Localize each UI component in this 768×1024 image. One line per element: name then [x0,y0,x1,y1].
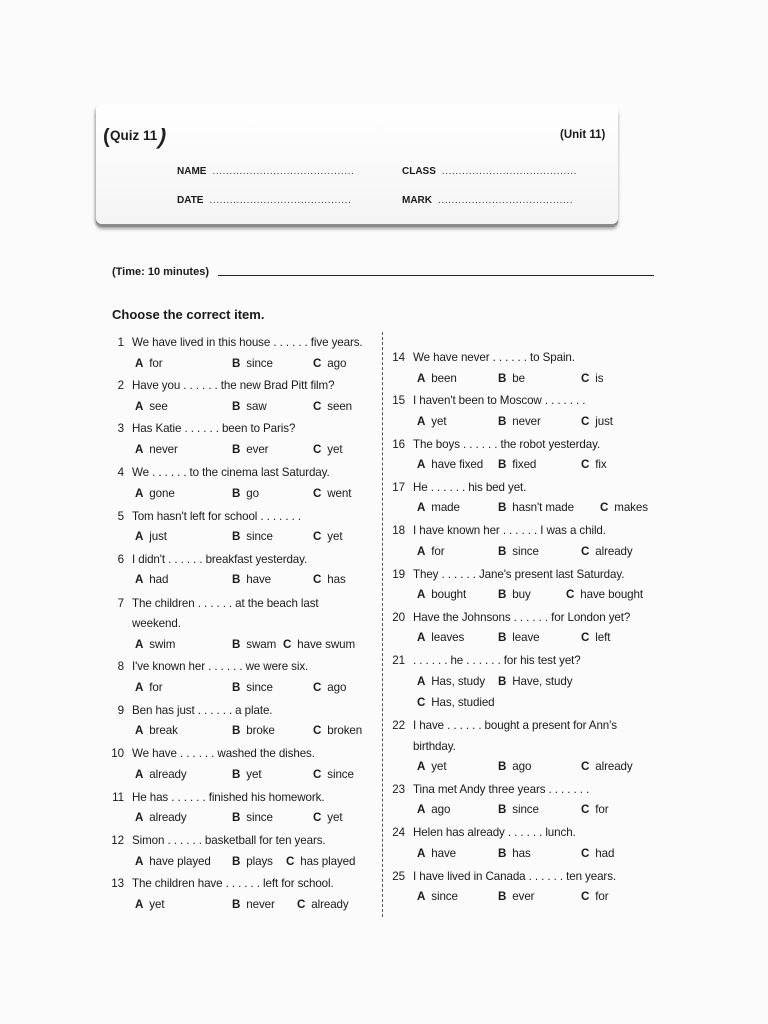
option-letter: A [135,768,144,781]
question-number: 1 [117,336,124,349]
option-c[interactable] [581,458,607,471]
option-text: since [512,545,539,558]
question-stem: Tina met Andy three years . . . . . . . [413,783,590,796]
option-letter: B [498,501,507,514]
option-c[interactable] [313,681,346,694]
option-letter: C [313,768,322,781]
option-letter: A [135,443,144,456]
question-stem: Helen has already . . . . . . lunch. [413,826,576,839]
option-text: Has, study [431,675,486,688]
option-letter: C [581,847,590,860]
option-letter: C [313,400,322,413]
question-stem: We have . . . . . . washed the dishes. [132,747,315,760]
option-text: already [149,768,187,781]
date-field[interactable]: DATE .......................................... [177,195,352,206]
option-letter: B [232,811,241,824]
option-text: go [246,487,259,500]
question-number: 17 [392,481,405,494]
question-stem: Have you . . . . . . the new Brad Pitt film? [132,379,335,392]
option-letter: C [581,631,590,644]
option-letter: A [135,855,144,868]
option-text: for [595,803,609,816]
option-b[interactable] [232,530,273,543]
option-b[interactable] [232,768,261,781]
question-stem: He has . . . . . . finished his homework. [132,791,325,804]
option-text: buy [512,588,531,601]
question-stem: I have . . . . . . bought a present for Ann's [413,719,617,732]
option-letter: A [417,372,426,385]
option-text: have [431,847,457,860]
option-text: for [149,681,163,694]
option-a[interactable] [417,372,457,385]
option-b[interactable] [498,760,531,773]
question-stem: We have never . . . . . . to Spain. [413,351,575,364]
option-text: never [512,415,541,428]
option-text: Has, studied [431,696,495,709]
option-b[interactable] [498,803,539,816]
option-letter: A [135,638,144,651]
question-stem: I have known her . . . . . . I was a child. [413,524,606,537]
option-b[interactable] [498,631,540,644]
question-stem: Ben has just . . . . . . a plate. [132,704,273,717]
option-text: since [246,357,273,370]
option-letter: A [135,400,144,413]
option-letter: C [581,890,590,903]
option-letter: B [498,415,507,428]
option-letter: C [581,803,590,816]
option-text: yet [149,898,165,911]
question-stem: I didn't . . . . . . breakfast yesterday. [132,553,308,566]
option-letter: A [417,415,426,428]
question-stem: We . . . . . . to the cinema last Saturday. [132,466,330,479]
question-number: 13 [111,877,124,890]
question-number: 19 [392,568,405,581]
question-stem-continued: birthday. [413,740,456,753]
option-c[interactable] [581,760,633,773]
question-number: 23 [392,783,405,796]
header-card [96,104,618,224]
option-text: have bought [580,588,644,601]
option-c[interactable] [283,638,355,651]
question-stem: I have lived in Canada . . . . . . ten years. [413,870,617,883]
option-b[interactable] [232,443,268,456]
option-letter: C [581,372,590,385]
option-a[interactable] [135,724,178,737]
option-a[interactable] [135,573,168,586]
option-text: seen [327,400,353,413]
question-number: 9 [117,704,124,717]
option-letter: C [313,530,322,543]
option-letter: A [417,803,426,816]
option-a[interactable] [417,890,458,903]
question-stem: . . . . . . he . . . . . . for his test yet? [413,654,581,667]
option-c[interactable] [313,443,342,456]
option-a[interactable] [135,530,167,543]
option-b[interactable] [232,898,275,911]
option-text: since [431,890,458,903]
name-field[interactable]: NAME .......................................... [177,166,355,177]
question-number: 21 [392,654,405,667]
option-b[interactable] [232,400,267,413]
option-letter: C [581,415,590,428]
option-b[interactable] [498,415,541,428]
option-text: left [595,631,611,644]
option-text: Have, study [512,675,573,688]
option-text: never [149,443,178,456]
option-letter: B [232,573,241,586]
option-text: made [431,501,460,514]
question-stem-continued: weekend. [132,617,181,630]
option-text: went [327,487,352,500]
option-c[interactable] [313,400,352,413]
quiz-title: Quiz 11 [110,128,158,143]
option-text: ever [246,443,269,456]
option-a[interactable] [135,443,178,456]
option-text: have fixed [431,458,484,471]
option-letter: A [135,530,144,543]
option-text: gone [149,487,175,500]
option-text: never [246,898,275,911]
option-text: broke [246,724,275,737]
option-b[interactable] [498,675,572,688]
option-letter: B [498,890,507,903]
option-text: already [595,760,633,773]
question-stem: The boys . . . . . . the robot yesterday. [413,438,601,451]
option-c[interactable] [313,573,346,586]
option-text: just [595,415,613,428]
question-number: 15 [392,394,405,407]
question-stem: We have lived in this house . . . . . . five years. [132,336,363,349]
option-b[interactable] [232,357,273,370]
question-number: 22 [392,719,405,732]
question-number: 5 [117,510,124,523]
option-a[interactable] [417,847,456,860]
option-a[interactable] [135,681,163,694]
option-letter: A [417,458,426,471]
question-number: 6 [117,553,124,566]
option-text: for [595,890,609,903]
option-c[interactable] [566,588,643,601]
option-c[interactable] [581,890,609,903]
option-text: yet [327,443,343,456]
question-number: 25 [392,870,405,883]
question-number: 4 [117,466,124,479]
question-number: 10 [111,747,124,760]
option-text: hasn't made [512,501,574,514]
option-text: ago [327,357,347,370]
option-letter: A [135,681,144,694]
question-stem: Simon . . . . . . basketball for ten years. [132,834,326,847]
question-number: 3 [117,422,124,435]
question-stem: They . . . . . . Jane's present last Saturday. [413,568,625,581]
question-stem: Have the Johnsons . . . . . . for London yet? [413,611,631,624]
option-text: ago [327,681,347,694]
option-text: broken [327,724,363,737]
option-a[interactable] [135,638,175,651]
option-a[interactable] [417,545,445,558]
option-text: bought [431,588,467,601]
option-letter: A [135,487,144,500]
option-a[interactable] [417,760,446,773]
option-a[interactable] [135,811,187,824]
option-a[interactable] [417,458,483,471]
option-text: is [595,372,604,385]
option-letter: C [297,898,306,911]
question-stem: The children have . . . . . . left for school. [132,877,334,890]
quiz-title-swoosh-left: ( [103,126,110,148]
question-stem: He . . . . . . his bed yet. [413,481,527,494]
option-c[interactable] [286,855,355,868]
option-c[interactable] [313,768,354,781]
option-c[interactable] [313,724,362,737]
question-number: 20 [392,611,405,624]
option-text: break [149,724,178,737]
option-a[interactable] [417,415,446,428]
option-letter: A [417,631,426,644]
option-letter: A [417,890,426,903]
option-text: since [246,530,273,543]
option-a[interactable] [417,631,464,644]
option-a[interactable] [417,675,485,688]
option-text: already [311,898,349,911]
option-letter: B [498,588,507,601]
option-letter: B [498,847,507,860]
option-text: saw [246,400,267,413]
question-number: 24 [392,826,405,839]
option-a[interactable] [135,400,168,413]
option-text: has played [300,855,356,868]
option-letter: C [313,357,322,370]
option-letter: A [417,588,426,601]
option-b[interactable] [498,458,536,471]
option-b[interactable] [498,501,574,514]
option-b[interactable] [498,847,531,860]
option-b[interactable] [232,681,273,694]
class-field[interactable]: CLASS ........................................ [402,166,578,177]
option-letter: C [286,855,295,868]
option-a[interactable] [417,501,460,514]
option-a[interactable] [135,898,164,911]
option-letter: B [498,803,507,816]
option-letter: B [498,545,507,558]
option-text: have swum [297,638,356,651]
question-number: 14 [392,351,405,364]
option-text: have played [149,855,211,868]
option-c[interactable] [581,803,609,816]
question-number: 11 [112,791,124,804]
question-stem: The children . . . . . . at the beach last [132,597,319,610]
option-letter: B [232,487,241,500]
option-c[interactable] [581,415,613,428]
option-text: makes [614,501,648,514]
option-letter: B [232,530,241,543]
option-text: swam [246,638,277,651]
option-letter: C [581,545,590,558]
option-text: already [595,545,633,558]
option-c[interactable] [313,357,346,370]
option-c[interactable] [313,811,342,824]
option-a[interactable] [135,357,163,370]
option-letter: B [498,675,507,688]
option-text: been [431,372,457,385]
option-letter: C [417,696,426,709]
option-c[interactable] [581,545,633,558]
option-b[interactable] [498,372,525,385]
option-letter: C [283,638,292,651]
option-c[interactable] [417,696,495,709]
option-a[interactable] [417,588,466,601]
option-b[interactable] [498,890,534,903]
question-stem: Has Katie . . . . . . been to Paris? [132,422,296,435]
option-text: yet [431,760,447,773]
option-letter: A [135,573,144,586]
option-letter: C [581,760,590,773]
option-b[interactable] [498,588,531,601]
option-letter: A [135,898,144,911]
question-number: 18 [392,524,405,537]
option-text: has [327,573,346,586]
option-text: had [595,847,615,860]
question-stem: I haven't been to Moscow . . . . . . . [413,394,586,407]
option-letter: A [135,357,144,370]
option-letter: B [232,681,241,694]
option-c[interactable] [600,501,648,514]
option-text: be [512,372,525,385]
option-letter: B [498,760,507,773]
option-letter: B [232,855,241,868]
option-a[interactable] [135,855,211,868]
option-text: since [327,768,354,781]
option-text: yet [327,530,343,543]
option-letter: A [417,847,426,860]
instruction-heading: Choose the correct item. [112,307,265,322]
option-text: yet [327,811,343,824]
mark-field[interactable]: MARK ........................................ [402,195,574,206]
option-text: swim [149,638,176,651]
option-text: just [149,530,167,543]
option-text: leaves [431,631,465,644]
option-letter: B [498,631,507,644]
option-letter: B [232,768,241,781]
option-b[interactable] [232,573,271,586]
quiz-title-swoosh-right: ) [155,124,170,149]
option-letter: A [417,501,426,514]
option-letter: C [566,588,575,601]
option-text: see [149,400,168,413]
option-text: fix [595,458,607,471]
question-number: 8 [117,660,124,673]
option-c[interactable] [297,898,349,911]
option-text: ever [512,890,535,903]
option-b[interactable] [232,811,273,824]
question-stem: Tom hasn't left for school . . . . . . . [132,510,301,523]
unit-label: (Unit 11) [560,129,606,141]
option-letter: B [232,638,241,651]
option-text: yet [431,415,447,428]
question-number: 16 [392,438,405,451]
time-rule [218,275,654,276]
option-text: leave [512,631,540,644]
question-stem: I've known her . . . . . . we were six. [132,660,309,673]
option-text: plays [246,855,273,868]
option-text: since [246,811,273,824]
option-a[interactable] [135,487,175,500]
option-text: ago [431,803,451,816]
option-letter: A [417,675,426,688]
option-c[interactable] [313,487,351,500]
option-letter: B [232,400,241,413]
option-c[interactable] [581,631,610,644]
option-letter: B [232,898,241,911]
option-a[interactable] [135,768,187,781]
option-c[interactable] [581,372,603,385]
option-text: already [149,811,187,824]
option-text: ago [512,760,532,773]
option-c[interactable] [313,530,342,543]
option-text: since [512,803,539,816]
option-letter: B [232,724,241,737]
option-letter: C [313,811,322,824]
option-text: for [431,545,445,558]
option-letter: C [600,501,609,514]
option-b[interactable] [232,724,275,737]
time-label: (Time: 10 minutes) [112,266,209,278]
option-letter: C [313,443,322,456]
question-number: 2 [117,379,124,392]
option-b[interactable] [232,487,259,500]
option-b[interactable] [232,855,273,868]
option-letter: C [313,573,322,586]
option-text: yet [246,768,262,781]
option-letter: C [313,724,322,737]
option-text: have [246,573,272,586]
option-text: for [149,357,163,370]
option-c[interactable] [581,847,614,860]
option-a[interactable] [417,803,450,816]
option-b[interactable] [232,638,276,651]
option-letter: A [135,811,144,824]
option-letter: A [135,724,144,737]
option-letter: B [498,372,507,385]
option-text: had [149,573,169,586]
option-b[interactable] [498,545,539,558]
option-letter: C [313,681,322,694]
option-letter: C [581,458,590,471]
option-letter: C [313,487,322,500]
option-letter: B [232,357,241,370]
question-number: 12 [111,834,124,847]
question-number: 7 [117,597,124,610]
option-letter: A [417,760,426,773]
option-letter: B [498,458,507,471]
option-text: fixed [512,458,537,471]
option-text: has [512,847,531,860]
option-letter: B [232,443,241,456]
option-letter: A [417,545,426,558]
option-text: since [246,681,273,694]
